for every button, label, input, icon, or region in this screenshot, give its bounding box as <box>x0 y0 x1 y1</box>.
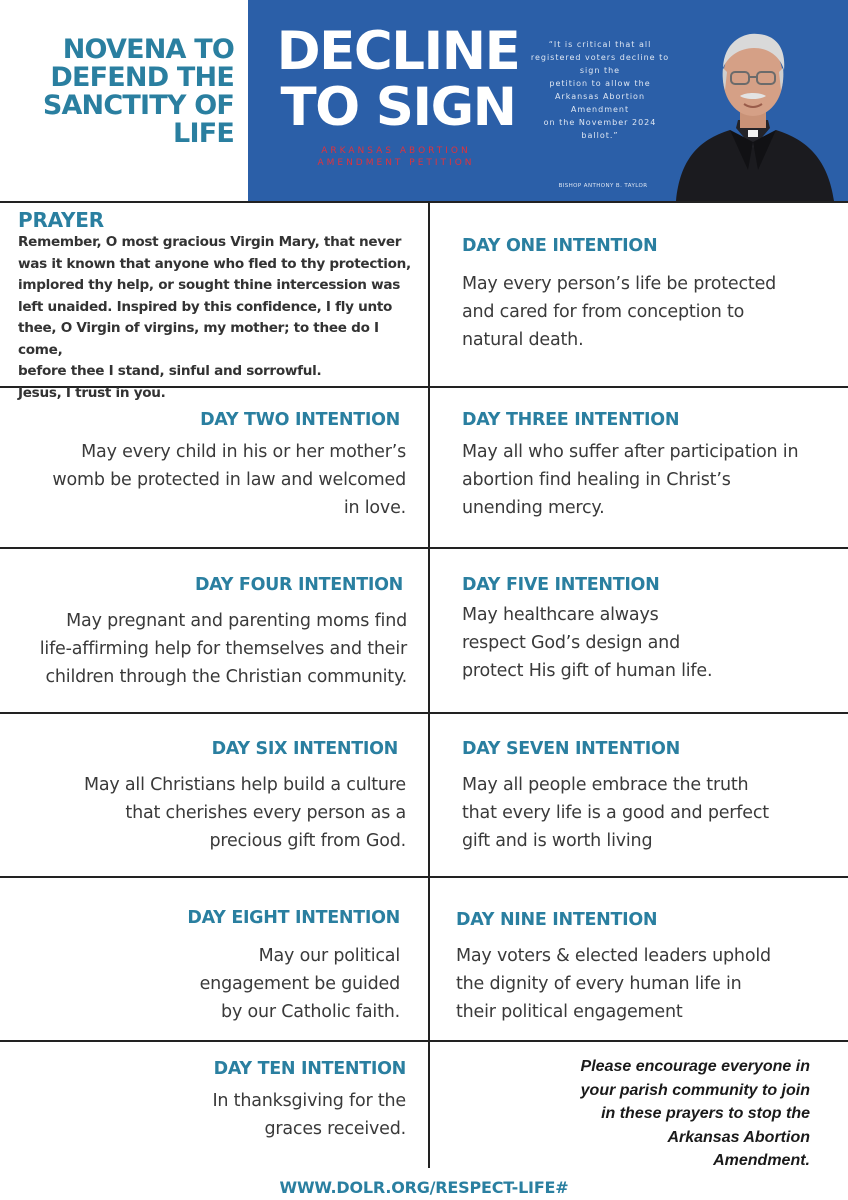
bishop-portrait-icon <box>668 20 838 201</box>
day-ten-text: In thanksgiving for the graces received. <box>212 1091 406 1139</box>
decline-headline: DECLINE TO SIGN <box>276 21 520 138</box>
petition-label: ARKANSAS ABORTION AMENDMENT PETITION <box>317 146 475 168</box>
bishop-photo <box>668 20 838 201</box>
grid-divider <box>0 876 848 878</box>
day-five-text: May healthcare always respect God’s design and protect His gift of human life. <box>462 605 713 681</box>
day-two-cell <box>10 410 406 522</box>
day-two-text: May every child in his or her mother’s womb be protected in law and welcomed in love. <box>52 442 406 518</box>
day-one-cell <box>462 236 842 354</box>
day-eight-text: May our political engagement be guided by our Catholic faith. <box>199 946 400 1022</box>
day-six-text: May all Christians help build a culture that cherishes every person as a precious gift from God. <box>83 775 406 851</box>
day-seven-text: May all people embrace the truth that every life is a good and perfect gift and is worth living <box>462 775 769 851</box>
day-four-text: May pregnant and parenting moms find life-affirming help for themselves and their children through the Christian community. <box>39 611 407 687</box>
day-one-title: DAY ONE INTENTION <box>462 236 658 256</box>
day-eight-cell <box>10 908 400 1026</box>
grid-divider <box>0 1040 848 1042</box>
grid-divider-vertical <box>428 201 430 1168</box>
website-link[interactable]: WWW.DOLR.ORG/RESPECT-LIFE# <box>279 1178 569 1197</box>
day-ten-title: DAY TEN INTENTION <box>213 1059 406 1079</box>
day-three-cell <box>462 410 842 522</box>
grid-divider <box>0 547 848 549</box>
prayer-text: Remember, O most gracious Virgin Mary, that never was it known that anyone who fled to thy protection, implored thy help, or sought thine intercession was left unaided. Inspired by this confidence, I fly unto thee, O Virgin of virgins, my mother; to thee do I come, before thee I stand, sinful and sorrowful. Jesus, I trust in you. <box>18 234 411 401</box>
grid-divider <box>0 201 848 203</box>
day-three-text: May all who suffer after participation in abortion find healing in Christ’s unending mercy. <box>462 442 799 518</box>
day-nine-text: May voters & elected leaders uphold the dignity of every human life in their political engagement <box>456 946 771 1022</box>
prayer-title: PRAYER <box>18 208 104 232</box>
encourage-text: Please encourage everyone in your parish community to join in these prayers to stop the Arkansas Abortion Amendment. <box>580 1058 810 1169</box>
day-four-cell <box>4 575 407 691</box>
day-seven-cell <box>462 739 842 855</box>
day-four-title: DAY FOUR INTENTION <box>194 575 403 595</box>
day-nine-title: DAY NINE INTENTION <box>456 910 658 930</box>
prayer-cell <box>18 208 423 404</box>
novena-title: NOVENA TO DEFEND THE SANCTITY OF LIFE <box>42 34 234 149</box>
bishop-quote: “It is critical that all registered voters decline to sign the petition to allow the Arkansas Abortion Amendment on the November 2024 ballot.” <box>530 40 670 140</box>
day-three-title: DAY THREE INTENTION <box>462 410 680 430</box>
day-six-title: DAY SIX INTENTION <box>211 739 398 759</box>
day-six-cell <box>10 739 406 855</box>
grid-divider <box>0 712 848 714</box>
day-nine-cell <box>456 910 842 1026</box>
bishop-name: BISHOP ANTHONY B. TAYLOR <box>558 183 648 189</box>
day-five-title: DAY FIVE INTENTION <box>462 575 660 595</box>
decline-panel <box>248 0 848 201</box>
day-one-text: May every person’s life be protected and cared for from conception to natural death. <box>462 274 777 350</box>
day-eight-title: DAY EIGHT INTENTION <box>187 908 400 928</box>
day-seven-title: DAY SEVEN INTENTION <box>462 739 680 759</box>
encourage-cell <box>440 1055 810 1173</box>
day-two-title: DAY TWO INTENTION <box>200 410 400 430</box>
day-ten-cell <box>10 1059 406 1143</box>
day-five-cell <box>462 575 842 685</box>
header-banner <box>0 0 848 201</box>
